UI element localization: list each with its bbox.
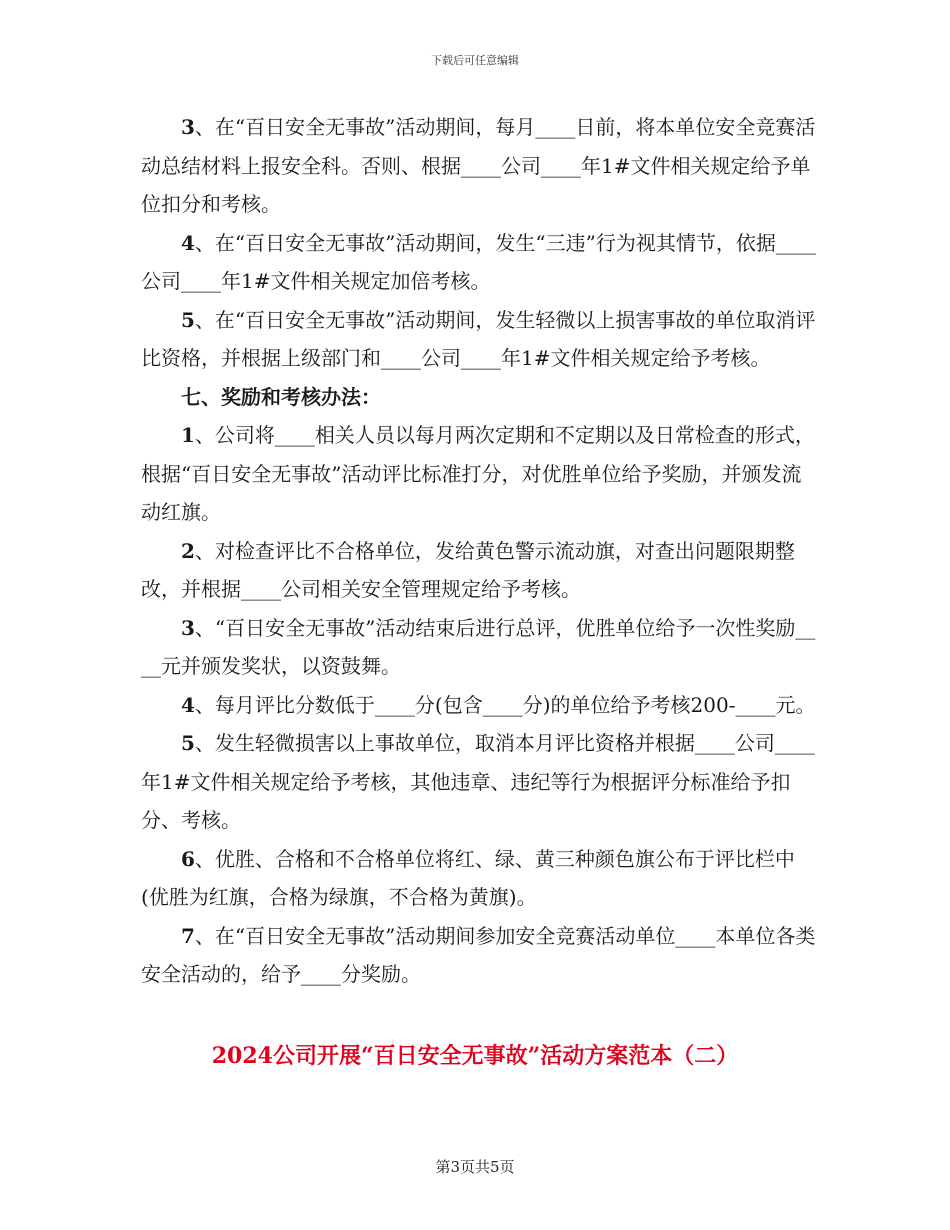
reward-clause-5	[141, 724, 816, 840]
clause-4	[141, 224, 816, 301]
reward-clause-7	[141, 917, 816, 994]
page-number: 第3页共5页	[435, 1158, 515, 1176]
clause-number: 1	[181, 423, 195, 447]
clause-text: 、优胜、合格和不合格单位将红、绿、黄三种颜色旗公布于评比栏中(优胜为红旗，合格为绿旗，不合格为黄旗)。	[141, 846, 795, 909]
clause-text: 、在“百日安全无事故”活动期间参加安全竞赛活动单位____本单位各类安全活动的，给予____分奖励。	[141, 923, 816, 986]
document-title: 2024公司开展“百日安全无事故”活动方案范本（二）	[211, 1043, 739, 1069]
clause-number: 4	[181, 692, 195, 717]
section-heading-rewards: 七、奖励和考核办法：	[181, 384, 381, 409]
reward-clause-3	[141, 609, 816, 686]
clause-text: 、在“百日安全无事故”活动期间，发生“三违”行为视其情节，依据____公司____年1#文件相关规定加倍考核。	[141, 230, 816, 293]
clause-number: 4	[181, 230, 195, 255]
clause-number: 5	[181, 731, 195, 755]
clause-number: 2	[181, 538, 195, 563]
clause-text: 、在“百日安全无事故”活动期间，每月____日前，将本单位安全竞赛活动总结材料上报安全科。否则、根据____公司____年1#文件相关规定给予单位扣分和考核。	[141, 115, 816, 216]
clause-text: 、发生轻微损害以上事故单位，取消本月评比资格并根据____公司____年1#文件相关规定给予考核，其他违章、违纪等行为根据评分标准给予扣分、考核。	[141, 731, 815, 832]
reward-clause-1	[141, 416, 816, 532]
clause-text: 、公司将____相关人员以每月两次定期和不定期以及日常检查的形式，根据“百日安全无事故”活动评比标准打分，对优胜单位给予奖励，并颁发流动红旗。	[141, 423, 815, 524]
clause-text: 、“百日安全无事故”活动结束后进行总评，优胜单位给予一次性奖励____元并颁发奖状，以资鼓舞。	[141, 615, 816, 678]
clause-number: 6	[181, 846, 195, 871]
clause-number: 3	[181, 615, 195, 640]
clause-text: 、每月评比分数低于____分(包含____分)的单位给予考核200-____元。	[194, 692, 816, 717]
clause-text: 、在“百日安全无事故”活动期间，发生轻微以上损害事故的单位取消评比资格，并根据上级部门和____公司____年1#文件相关规定给予考核。	[141, 307, 816, 370]
reward-clause-2	[141, 532, 816, 609]
clause-5	[141, 301, 816, 378]
clause-number: 3	[181, 115, 195, 139]
reward-clause-4	[141, 686, 816, 725]
clause-number: 5	[181, 307, 195, 332]
reward-clause-6	[141, 840, 816, 917]
clause-text: 、对检查评比不合格单位，发给黄色警示流动旗，对查出问题限期整改，并根据____公司相关安全管理规定给予考核。	[141, 538, 795, 601]
clause-number: 7	[181, 923, 195, 948]
clause-3	[141, 108, 816, 224]
header-note: 下载后可任意编辑	[431, 54, 519, 67]
document-body	[141, 108, 816, 994]
